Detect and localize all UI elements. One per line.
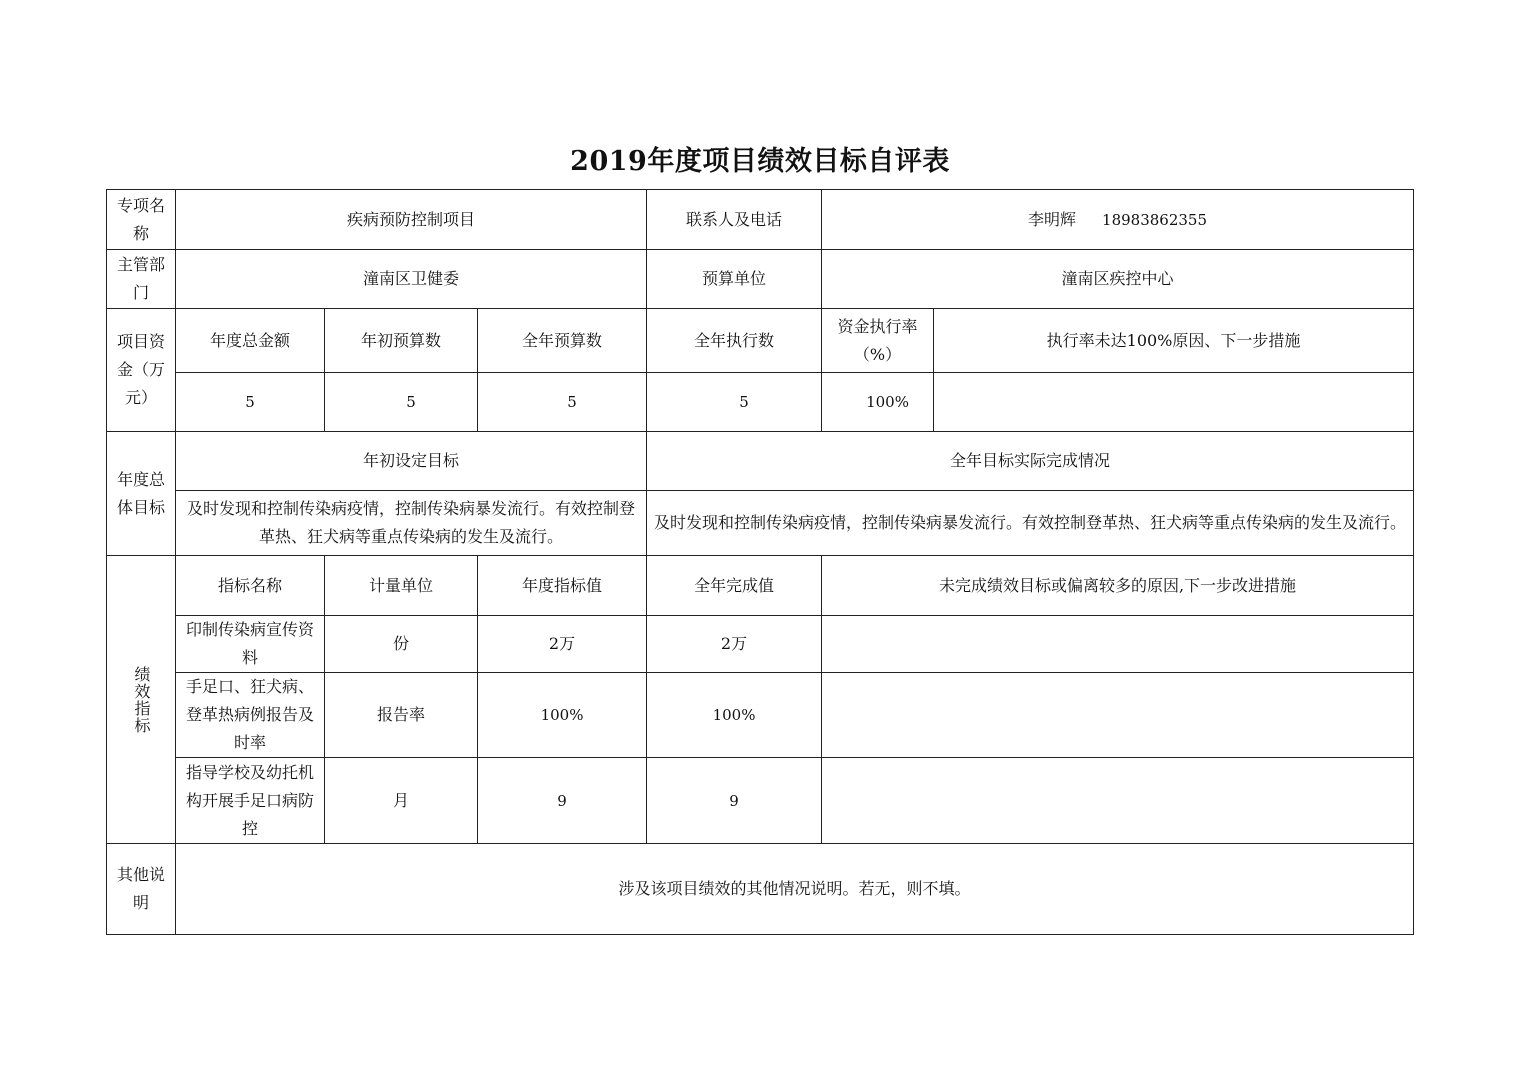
page-title: 2019年度项目绩效目标自评表 bbox=[570, 146, 950, 177]
self-evaluation-table bbox=[106, 189, 1414, 935]
goals-actual-text: 及时发现和控制传染病疫情，控制传染病暴发流行。有效控制登革热、狂犬病等重点传染病的发生及流行。 bbox=[647, 491, 1414, 556]
department-row bbox=[107, 250, 1414, 309]
department-label: 主管部门 bbox=[107, 250, 176, 309]
table-row bbox=[107, 673, 1414, 758]
goals-planned-text: 及时发现和控制传染病疫情，控制传染病暴发流行。有效控制登革热、狂犬病等重点传染病的发生及流行。 bbox=[176, 491, 647, 556]
contact-name: 李明辉 bbox=[1028, 209, 1077, 229]
funds-header: 全年执行数 bbox=[647, 309, 822, 373]
indicator-unit: 月 bbox=[325, 758, 478, 844]
contact-phone: 18983862355 bbox=[1102, 210, 1208, 229]
indicator-actual: 2万 bbox=[647, 616, 822, 673]
table-row bbox=[107, 616, 1414, 673]
goals-actual-header: 全年目标实际完成情况 bbox=[647, 432, 1414, 491]
project-row bbox=[107, 190, 1414, 250]
funds-initial-budget: 5 bbox=[325, 373, 478, 432]
funds-annual-budget: 5 bbox=[478, 373, 647, 432]
indicator-header: 年度指标值 bbox=[478, 556, 647, 616]
department-value: 潼南区卫健委 bbox=[176, 250, 647, 309]
funds-values-row bbox=[107, 373, 1414, 432]
funds-total: 5 bbox=[176, 373, 325, 432]
funds-reason bbox=[934, 373, 1414, 432]
funds-header: 资金执行率（%） bbox=[822, 309, 934, 373]
goals-content-row bbox=[107, 491, 1414, 556]
indicator-actual: 9 bbox=[647, 758, 822, 844]
project-name-value: 疾病预防控制项目 bbox=[176, 190, 647, 250]
goals-header-row bbox=[107, 432, 1414, 491]
other-text: 涉及该项目绩效的其他情况说明。若无，则不填。 bbox=[176, 844, 1414, 935]
funds-execution-rate: 100% bbox=[822, 373, 934, 432]
funds-header: 年初预算数 bbox=[325, 309, 478, 373]
indicator-actual: 100% bbox=[647, 673, 822, 758]
indicator-reason bbox=[822, 673, 1414, 758]
table-row bbox=[107, 758, 1414, 844]
indicators-label: 绩效指标 bbox=[107, 556, 176, 844]
funds-executed: 5 bbox=[647, 373, 822, 432]
funds-header: 全年预算数 bbox=[478, 309, 647, 373]
indicator-name: 印制传染病宣传资料 bbox=[176, 616, 325, 673]
contact-value bbox=[822, 190, 1414, 250]
indicator-reason bbox=[822, 616, 1414, 673]
indicator-name: 手足口、狂犬病、登革热病例报告及时率 bbox=[176, 673, 325, 758]
project-name-label: 专项名称 bbox=[107, 190, 176, 250]
indicator-unit: 报告率 bbox=[325, 673, 478, 758]
indicators-header-row bbox=[107, 556, 1414, 616]
other-row bbox=[107, 844, 1414, 935]
indicator-unit: 份 bbox=[325, 616, 478, 673]
contact-label: 联系人及电话 bbox=[647, 190, 822, 250]
other-label: 其他说明 bbox=[107, 844, 176, 935]
indicator-target: 9 bbox=[478, 758, 647, 844]
indicator-target: 100% bbox=[478, 673, 647, 758]
indicator-reason bbox=[822, 758, 1414, 844]
indicator-header: 指标名称 bbox=[176, 556, 325, 616]
indicator-header: 计量单位 bbox=[325, 556, 478, 616]
indicator-header: 全年完成值 bbox=[647, 556, 822, 616]
goals-planned-header: 年初设定目标 bbox=[176, 432, 647, 491]
indicator-name: 指导学校及幼托机构开展手足口病防控 bbox=[176, 758, 325, 844]
funds-header: 年度总金额 bbox=[176, 309, 325, 373]
funds-header: 执行率未达100%原因、下一步措施 bbox=[934, 309, 1414, 373]
funds-header-row bbox=[107, 309, 1414, 373]
goals-label: 年度总体目标 bbox=[107, 432, 176, 556]
indicator-header: 未完成绩效目标或偏离较多的原因,下一步改进措施 bbox=[822, 556, 1414, 616]
budget-unit-label: 预算单位 bbox=[647, 250, 822, 309]
indicator-target: 2万 bbox=[478, 616, 647, 673]
funds-label: 项目资金（万元） bbox=[107, 309, 176, 432]
budget-unit-value: 潼南区疾控中心 bbox=[822, 250, 1414, 309]
